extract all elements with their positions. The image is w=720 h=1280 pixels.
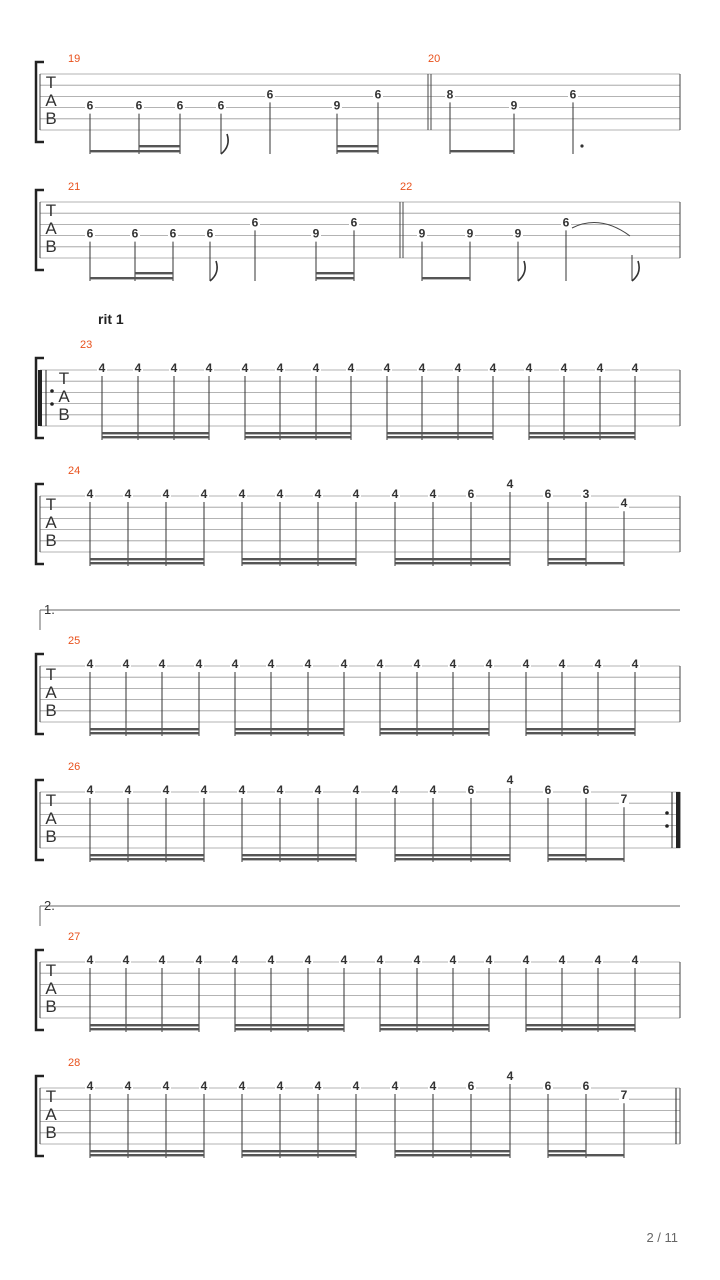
fret-number: 4 <box>340 657 348 671</box>
fret-number: 4 <box>429 487 437 501</box>
fret-number: 6 <box>467 1079 475 1093</box>
fret-number: 4 <box>485 657 493 671</box>
note-beam <box>102 432 209 434</box>
fret-number: 4 <box>158 953 166 967</box>
fret-number: 9 <box>466 226 474 241</box>
fret-number: 6 <box>131 226 139 241</box>
note-beam <box>235 1024 344 1026</box>
note-beam <box>242 1150 356 1152</box>
fret-number: 6 <box>206 226 214 241</box>
note-beam <box>90 1028 199 1030</box>
fret-number: 4 <box>238 1079 246 1093</box>
measure-number: 25 <box>68 635 81 647</box>
fret-number: 4 <box>312 361 320 375</box>
repeat-dot <box>665 824 669 828</box>
fret-number: 4 <box>454 361 462 375</box>
fret-number: 4 <box>124 1079 132 1093</box>
fret-number: 6 <box>544 1079 552 1093</box>
fret-number: 4 <box>631 361 639 375</box>
fret-number: 4 <box>276 361 284 375</box>
fret-number: 6 <box>467 487 475 501</box>
fret-number: 4 <box>124 487 132 501</box>
measure-number: 23 <box>80 339 93 351</box>
fret-number: 4 <box>267 657 275 671</box>
fret-number: 4 <box>162 487 170 501</box>
fret-number: 4 <box>162 783 170 797</box>
measure-number: 21 <box>68 181 81 193</box>
measure-number: 22 <box>400 181 413 193</box>
note-beam <box>526 732 635 734</box>
measure-number: 19 <box>68 53 81 65</box>
fret-number: 4 <box>276 1079 284 1093</box>
fret-number: 6 <box>86 98 94 113</box>
tab-letter-t: T <box>45 665 57 684</box>
measure-number: 28 <box>68 1057 81 1069</box>
note-beam <box>422 277 470 279</box>
tab-letter-b: B <box>45 827 57 846</box>
note-beam <box>387 432 493 434</box>
fret-number: 4 <box>98 361 106 375</box>
fret-number: 4 <box>267 953 275 967</box>
note-flag <box>210 261 217 281</box>
tab-letter-a: A <box>45 683 57 702</box>
fret-number: 9 <box>312 226 320 241</box>
note-beam <box>380 1024 489 1026</box>
note-beam <box>245 436 351 438</box>
repeat-start-thick <box>38 370 42 426</box>
fret-number: 4 <box>413 657 421 671</box>
fret-number: 6 <box>135 98 143 113</box>
tab-letter-t: T <box>45 201 57 220</box>
tab-letter-t: T <box>45 495 57 514</box>
fret-number: 4 <box>594 953 602 967</box>
tab-letter-t: T <box>45 961 57 980</box>
fret-number: 4 <box>158 657 166 671</box>
dot <box>580 144 583 147</box>
note-beam <box>245 432 351 434</box>
fret-number: 4 <box>391 487 399 501</box>
fret-number: 6 <box>217 98 225 113</box>
fret-number: 4 <box>122 953 130 967</box>
fret-number: 4 <box>558 657 566 671</box>
fret-number: 6 <box>266 87 274 102</box>
fret-number: 4 <box>522 657 530 671</box>
fret-number: 4 <box>506 773 514 787</box>
fret-number: 4 <box>352 1079 360 1093</box>
note-beam <box>395 858 510 860</box>
fret-number: 4 <box>391 783 399 797</box>
note-beam <box>90 858 204 860</box>
fret-number: 4 <box>391 1079 399 1093</box>
tab-letter-t: T <box>45 1087 57 1106</box>
repeat-dot <box>50 402 54 406</box>
note-beam <box>242 858 356 860</box>
note-beam <box>90 1024 199 1026</box>
note-beam <box>380 1028 489 1030</box>
fret-number: 4 <box>620 496 628 511</box>
tab-letter-t: T <box>45 73 57 92</box>
fret-number: 4 <box>200 1079 208 1093</box>
note-beam <box>395 1150 510 1152</box>
fret-number: 4 <box>376 657 384 671</box>
fret-number: 4 <box>485 953 493 967</box>
repeat-dot <box>665 811 669 815</box>
fret-number: 8 <box>446 87 454 102</box>
fret-number: 4 <box>170 361 178 375</box>
fret-number: 4 <box>352 783 360 797</box>
note-beam <box>450 150 514 152</box>
fret-number: 6 <box>350 215 358 230</box>
note-beam <box>395 558 510 560</box>
note-beam <box>90 732 199 734</box>
note-beam <box>395 854 510 856</box>
note-beam <box>90 854 204 856</box>
fret-number: 4 <box>238 487 246 501</box>
fret-number: 4 <box>314 487 322 501</box>
note-beam <box>380 732 489 734</box>
fret-number: 9 <box>418 226 426 241</box>
measure-number: 26 <box>68 761 81 773</box>
fret-number: 6 <box>582 1079 590 1093</box>
note-beam <box>548 1154 624 1156</box>
tab-letter-a: A <box>58 387 70 406</box>
fret-number: 9 <box>510 98 518 113</box>
fret-number: 4 <box>304 657 312 671</box>
note-beam <box>316 272 354 274</box>
fret-number: 7 <box>620 792 628 807</box>
note-beam <box>548 858 624 860</box>
fret-number: 4 <box>276 487 284 501</box>
note-beam <box>235 732 344 734</box>
note-beam <box>90 562 204 564</box>
note-beam <box>548 562 624 564</box>
note-beam <box>395 1154 510 1156</box>
note-beam <box>242 854 356 856</box>
fret-number: 6 <box>544 487 552 501</box>
fret-number: 4 <box>352 487 360 501</box>
note-beam <box>235 1028 344 1030</box>
fret-number: 4 <box>205 361 213 375</box>
fret-number: 4 <box>506 1069 514 1083</box>
measure-number: 20 <box>428 53 441 65</box>
note-beam <box>548 1150 586 1152</box>
fret-number: 4 <box>134 361 142 375</box>
tab-letter-b: B <box>45 109 57 128</box>
tab-letter-b: B <box>45 237 57 256</box>
fret-number: 4 <box>383 361 391 375</box>
note-beam <box>526 728 635 730</box>
fret-number: 9 <box>514 226 522 241</box>
note-beam <box>526 1024 635 1026</box>
fret-number: 4 <box>162 1079 170 1093</box>
rit-marking: rit 1 <box>98 311 124 327</box>
note-beam <box>337 150 378 152</box>
fret-number: 7 <box>620 1088 628 1103</box>
tab-letter-t: T <box>58 369 70 388</box>
note-beam <box>526 1028 635 1030</box>
fret-number: 6 <box>544 783 552 797</box>
fret-number: 4 <box>231 657 239 671</box>
tab-letter-a: A <box>45 513 57 532</box>
fret-number: 6 <box>562 215 570 230</box>
fret-number: 4 <box>449 657 457 671</box>
volta-label: 1. <box>44 602 55 617</box>
fret-number: 4 <box>340 953 348 967</box>
fret-number: 6 <box>467 783 475 797</box>
note-beam <box>387 436 493 438</box>
note-beam <box>242 562 356 564</box>
volta-label: 2. <box>44 898 55 913</box>
tab-letter-b: B <box>58 405 70 424</box>
fret-number: 4 <box>124 783 132 797</box>
tab-letter-a: A <box>45 219 57 238</box>
tab-letter-b: B <box>45 531 57 550</box>
repeat-end-thick <box>676 792 680 848</box>
measure-number: 27 <box>68 931 81 943</box>
tab-letter-b: B <box>45 1123 57 1142</box>
measure-number: 24 <box>68 465 81 477</box>
tab-letter-a: A <box>45 1105 57 1124</box>
note-beam <box>135 272 173 274</box>
fret-number: 4 <box>231 953 239 967</box>
page-number: 2 / 11 <box>646 1230 678 1245</box>
fret-number: 4 <box>558 953 566 967</box>
fret-number: 4 <box>314 783 322 797</box>
fret-number: 4 <box>200 783 208 797</box>
fret-number: 4 <box>489 361 497 375</box>
note-beam <box>90 150 180 152</box>
fret-number: 4 <box>86 953 94 967</box>
fret-number: 4 <box>429 783 437 797</box>
fret-number: 4 <box>200 487 208 501</box>
fret-number: 4 <box>506 477 514 491</box>
fret-number: 4 <box>631 657 639 671</box>
tab-letter-b: B <box>45 701 57 720</box>
note-beam <box>242 1154 356 1156</box>
fret-number: 4 <box>594 657 602 671</box>
fret-number: 4 <box>413 953 421 967</box>
note-flag <box>632 261 639 281</box>
fret-number: 6 <box>86 226 94 241</box>
note-beam <box>90 1150 204 1152</box>
fret-number: 4 <box>195 657 203 671</box>
note-beam <box>90 277 173 279</box>
fret-number: 4 <box>522 953 530 967</box>
fret-number: 4 <box>195 953 203 967</box>
fret-number: 4 <box>347 361 355 375</box>
note-beam <box>316 277 354 279</box>
fret-number: 6 <box>569 87 577 102</box>
note-beam <box>380 728 489 730</box>
fret-number: 4 <box>631 953 639 967</box>
note-flag <box>221 134 228 154</box>
fret-number: 4 <box>86 487 94 501</box>
note-beam <box>235 728 344 730</box>
fret-number: 4 <box>449 953 457 967</box>
note-beam <box>548 558 586 560</box>
note-beam <box>242 558 356 560</box>
fret-number: 4 <box>122 657 130 671</box>
fret-number: 6 <box>169 226 177 241</box>
note-beam <box>337 145 378 147</box>
fret-number: 4 <box>238 783 246 797</box>
fret-number: 6 <box>251 215 259 230</box>
fret-number: 4 <box>304 953 312 967</box>
fret-number: 3 <box>582 487 590 501</box>
fret-number: 4 <box>429 1079 437 1093</box>
fret-number: 4 <box>376 953 384 967</box>
note-beam <box>548 854 586 856</box>
fret-number: 4 <box>276 783 284 797</box>
tab-letter-a: A <box>45 91 57 110</box>
tab-letter-t: T <box>45 791 57 810</box>
fret-number: 4 <box>314 1079 322 1093</box>
note-flag <box>518 261 525 281</box>
note-beam <box>395 562 510 564</box>
tab-letter-b: B <box>45 997 57 1016</box>
fret-number: 4 <box>418 361 426 375</box>
fret-number: 4 <box>525 361 533 375</box>
fret-number: 4 <box>241 361 249 375</box>
note-beam <box>529 432 635 434</box>
tab-letter-a: A <box>45 979 57 998</box>
note-beam <box>90 1154 204 1156</box>
fret-number: 4 <box>86 657 94 671</box>
note-beam <box>90 558 204 560</box>
note-beam <box>102 436 209 438</box>
note-beam <box>529 436 635 438</box>
note-beam <box>139 145 180 147</box>
fret-number: 6 <box>374 87 382 102</box>
repeat-dot <box>50 389 54 393</box>
fret-number: 4 <box>560 361 568 375</box>
fret-number: 6 <box>176 98 184 113</box>
fret-number: 4 <box>86 1079 94 1093</box>
fret-number: 4 <box>596 361 604 375</box>
fret-number: 6 <box>582 783 590 797</box>
tab-letter-a: A <box>45 809 57 828</box>
note-beam <box>90 728 199 730</box>
fret-number: 9 <box>333 98 341 113</box>
fret-number: 4 <box>86 783 94 797</box>
